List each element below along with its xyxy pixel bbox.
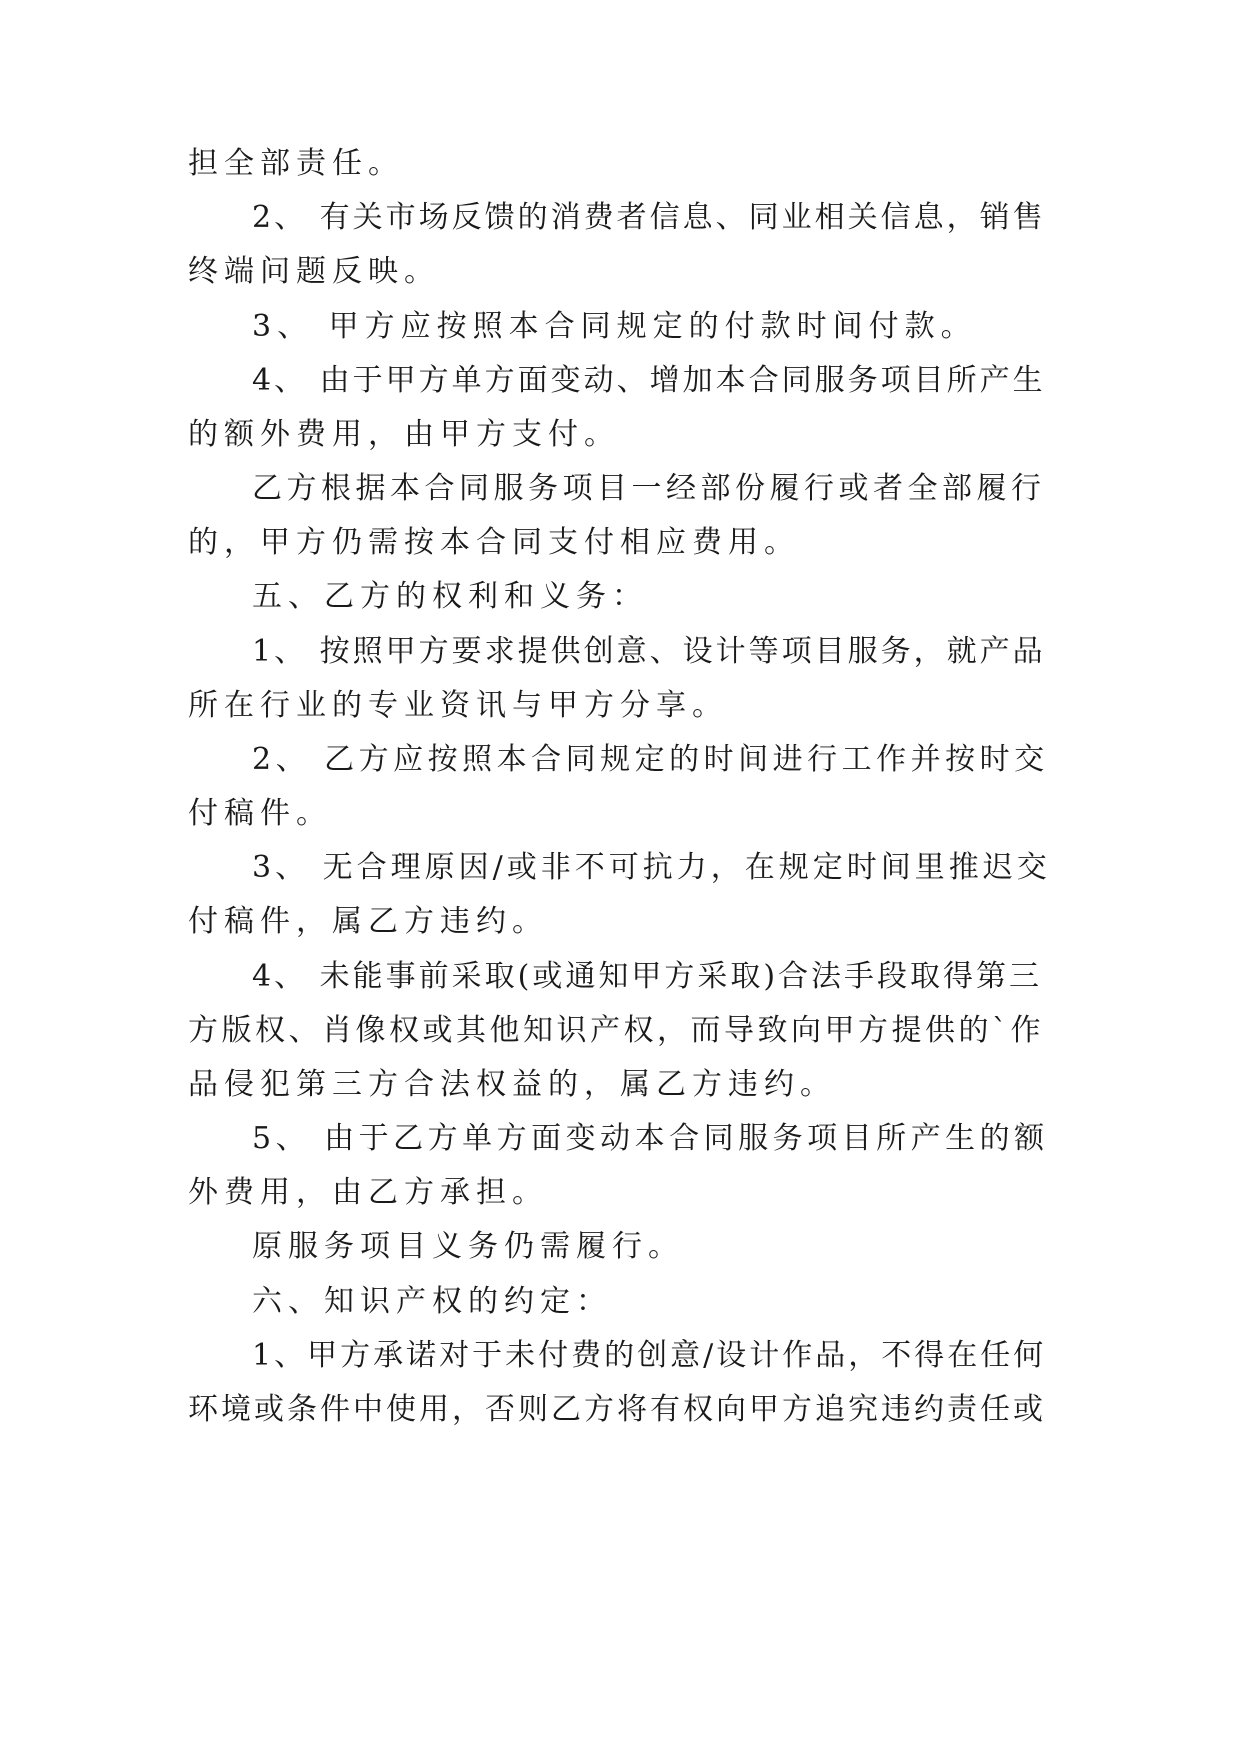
text-line: 方版权、肖像权或其他知识产权，而导致向甲方提供的`作 [188, 1013, 1044, 1048]
text-line: 终端问题反映。 [188, 254, 440, 289]
text-line: 担全部责任。 [188, 146, 404, 181]
text-line: 5、 由于乙方单方面变动本合同服务项目所产生的额 [252, 1121, 1049, 1156]
text-line: 的，甲方仍需按本合同支付相应费用。 [188, 525, 800, 560]
text-line: 4、 由于甲方单方面变动、增加本合同服务项目所产生 [252, 363, 1046, 398]
text-line: 1、 按照甲方要求提供创意、设计等项目服务，就产品 [252, 634, 1046, 669]
text-line: 2、 乙方应按照本合同规定的时间进行工作并按时交 [252, 742, 1049, 777]
text-line: 4、 未能事前采取(或通知甲方采取)合法手段取得第三 [252, 959, 1043, 994]
text-line: 1、甲方承诺对于未付费的创意/设计作品，不得在任何 [252, 1338, 1047, 1373]
text-line: 2、 有关市场反馈的消费者信息、同业相关信息，销售 [252, 200, 1046, 235]
text-line: 乙方根据本合同服务项目一经部份履行或者全部履行 [252, 471, 1046, 506]
text-line: 的额外费用，由甲方支付。 [188, 417, 620, 452]
text-line: 付稿件。 [188, 796, 332, 831]
text-line: 3、 无合理原因/或非不可抗力，在规定时间里推迟交 [252, 850, 1051, 885]
text-line: 原服务项目义务仍需履行。 [252, 1229, 684, 1264]
text-line: 环境或条件中使用，否则乙方将有权向甲方追究违约责任或 [188, 1392, 1046, 1427]
text-line: 外费用，由乙方承担。 [188, 1175, 548, 1210]
section-heading: 五、乙方的权利和义务： [252, 579, 648, 614]
text-line: 品侵犯第三方合法权益的，属乙方违约。 [188, 1067, 836, 1102]
text-line: 付稿件，属乙方违约。 [188, 904, 548, 939]
text-line: 3、 甲方应按照本合同规定的付款时间付款。 [252, 309, 977, 344]
section-heading: 六、知识产权的约定： [252, 1284, 612, 1319]
text-line: 所在行业的专业资讯与甲方分享。 [188, 688, 728, 723]
